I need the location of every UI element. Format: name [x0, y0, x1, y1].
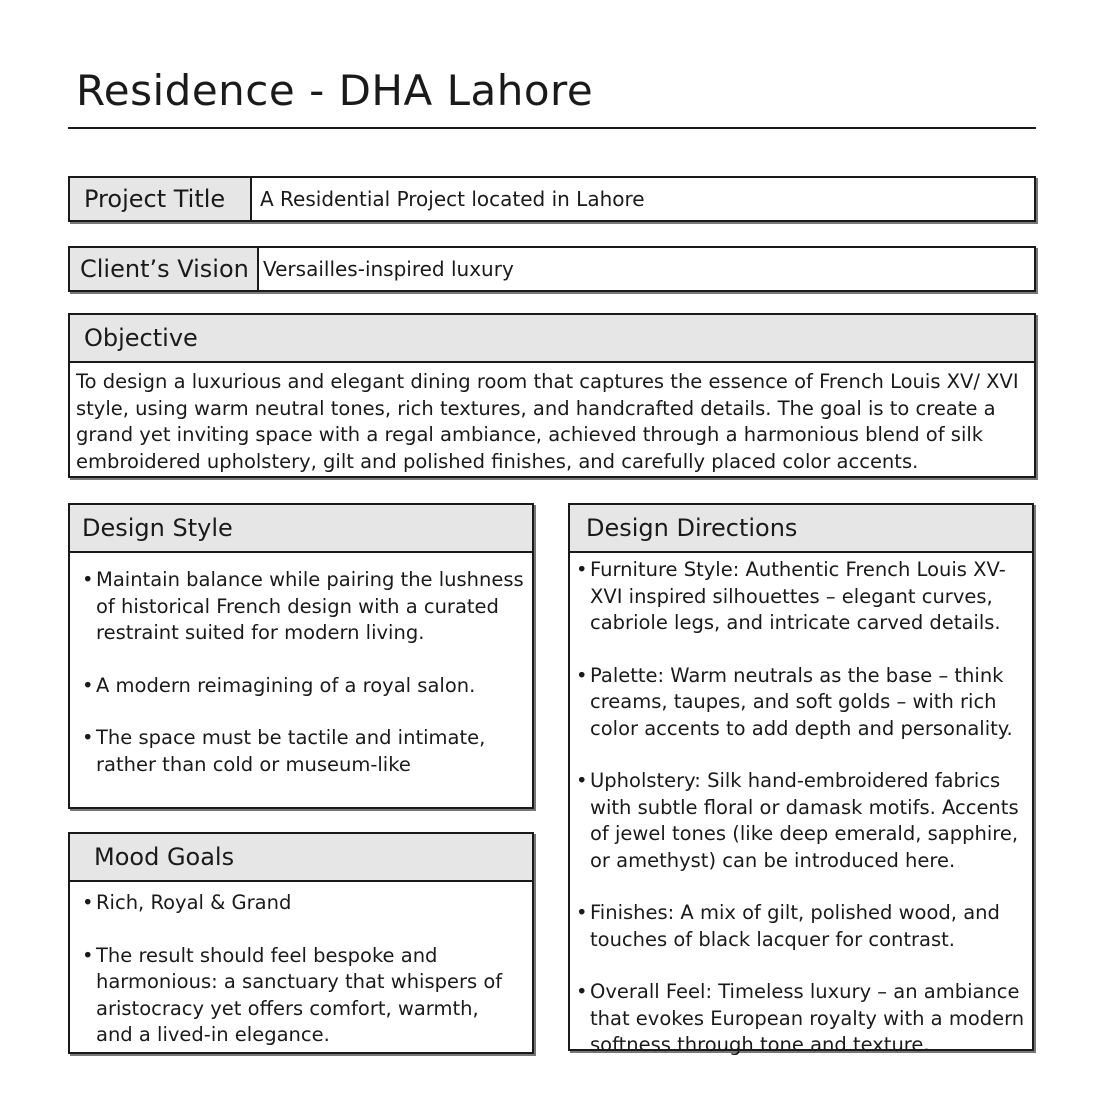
client-vision-label: Client’s Vision [70, 248, 259, 290]
list-item: • Rich, Royal & Grand [76, 890, 518, 917]
client-vision-row [68, 246, 1036, 292]
list-item: • A modern reimagining of a royal salon. [76, 673, 528, 700]
design-directions-list [570, 557, 1030, 1059]
design-directions-panel [568, 503, 1034, 1056]
list-item: • Furniture Style: Authentic French Louis XV-XVI inspired silhouettes – elegant curves, cabriole legs, and intricate carved details. [570, 557, 1030, 637]
project-title-value: A Residential Project located in Lahore [260, 187, 645, 211]
design-style-body [70, 553, 532, 778]
objective-panel [68, 313, 1036, 478]
page-title: Residence - DHA Lahore [76, 66, 594, 115]
list-item: • Upholstery: Silk hand-embroidered fabrics with subtle floral or damask motifs. Accents of jewel tones (like deep emerald, sapphire, or amethyst) can be introduced here. [570, 768, 1030, 874]
list-item: • Palette: Warm neutrals as the base – think creams, taupes, and soft golds – with rich color accents to add depth and personality. [570, 663, 1030, 743]
project-title-label: Project Title [70, 178, 252, 220]
list-item: • Overall Feel: Timeless luxury – an ambiance that evokes European royalty with a modern softness through tone and texture. [570, 979, 1030, 1059]
design-directions-body [570, 553, 1032, 1059]
objective-text: To design a luxurious and elegant dining room that captures the essence of French Louis XV/ XVI style, using warm neutral tones, rich textures, and handcrafted details. The goal is to create a grand yet inviting space with a regal ambiance, achieved through a harmonious blend of silk embroidered upholstery, gilt and polished finishes, and carefully placed color accents. [76, 370, 1019, 473]
mood-goals-body [70, 882, 532, 1049]
list-item: • Maintain balance while pairing the lushness of historical French design with a curated restraint suited for modern living. [76, 567, 528, 647]
design-style-heading: Design Style [70, 505, 532, 553]
project-title-row [68, 176, 1036, 222]
mood-goals-list [76, 890, 518, 1049]
mood-goals-panel [68, 832, 534, 1054]
design-directions-heading: Design Directions [570, 505, 1032, 553]
list-item: • Finishes: A mix of gilt, polished wood, and touches of black lacquer for contrast. [570, 900, 1030, 953]
list-item: • The space must be tactile and intimate, rather than cold or museum-like [76, 725, 528, 778]
objective-heading: Objective [70, 315, 1034, 363]
title-divider [68, 127, 1036, 129]
list-item: • The result should feel bespoke and harmonious: a sanctuary that whispers of aristocracy yet offers comfort, warmth, and a lived-in elegance. [76, 943, 518, 1049]
design-style-panel [68, 503, 534, 809]
client-vision-value: Versailles-inspired luxury [263, 257, 514, 281]
design-style-list [76, 567, 528, 778]
mood-goals-heading: Mood Goals [70, 834, 532, 882]
